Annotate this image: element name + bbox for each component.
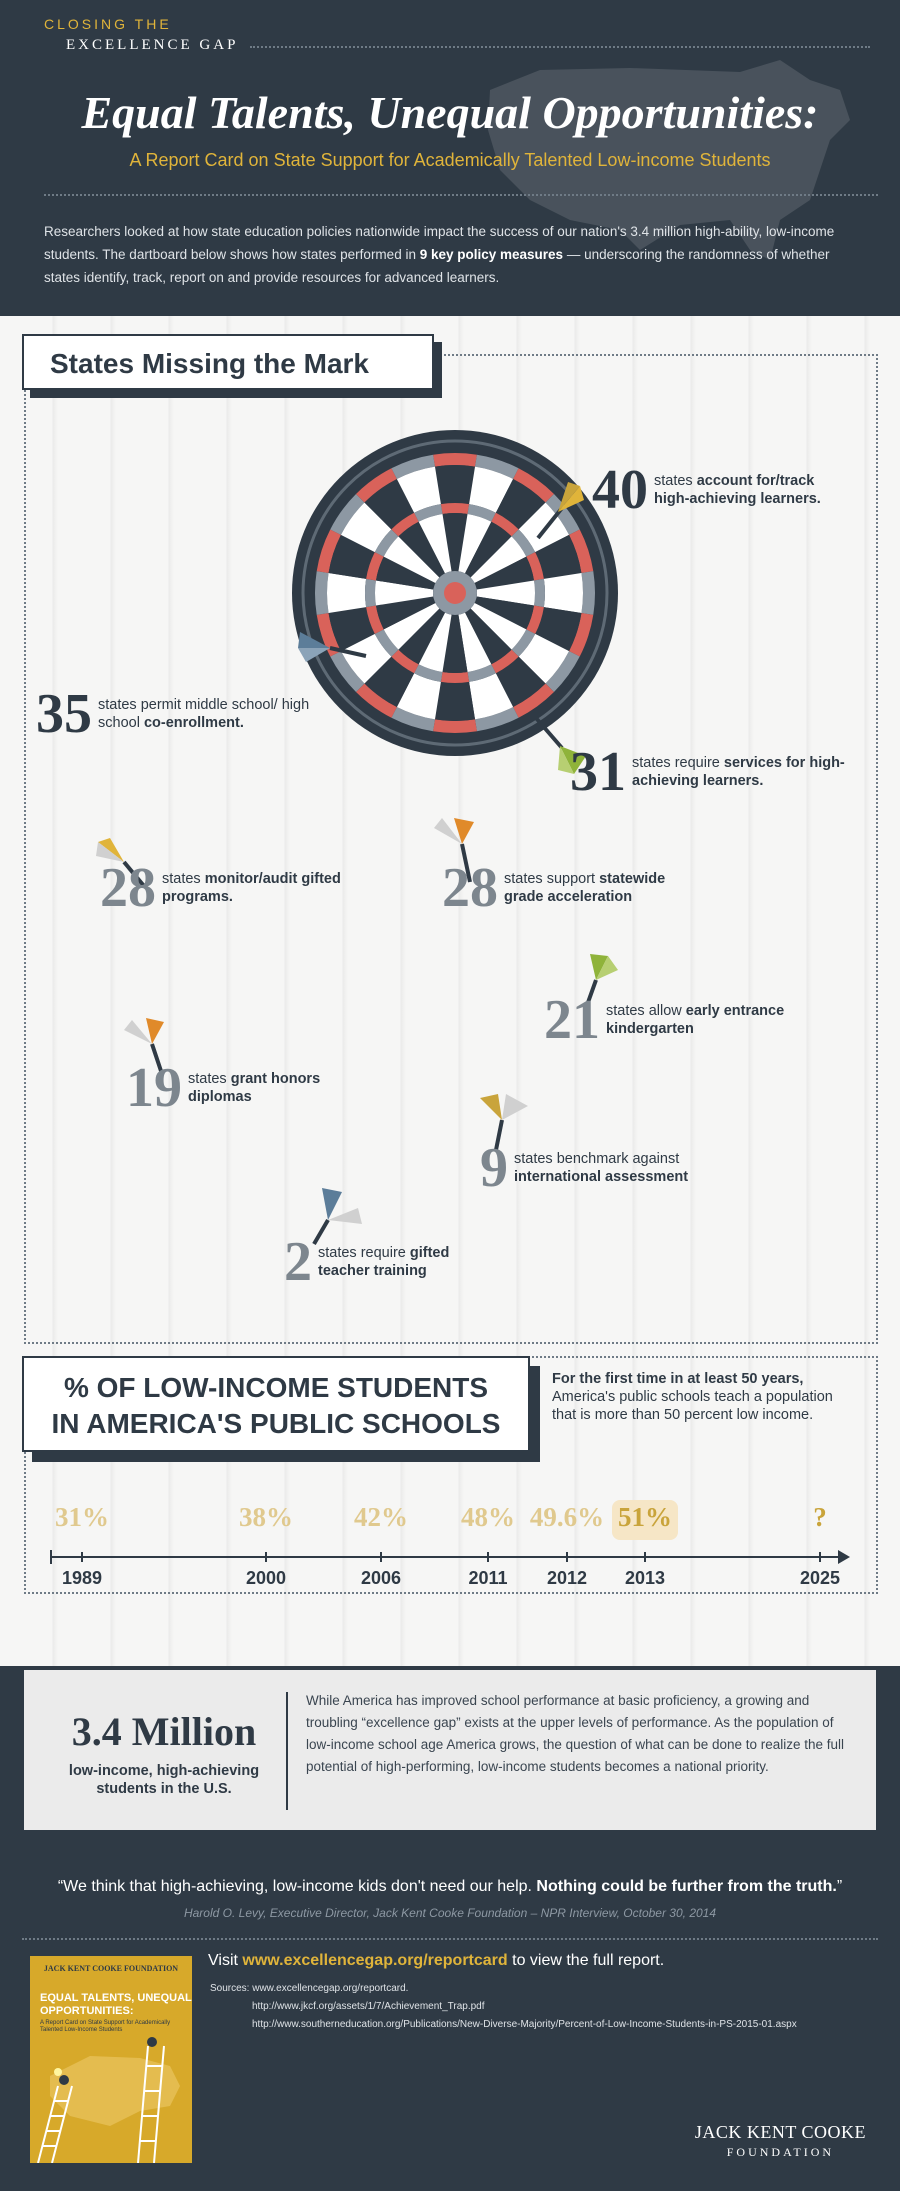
million-text: While America has improved school performance at basic proficiency, a growing and troubling “excellence gap” exists at the upper levels of performance. As the population of low-income school age America grows, the question of what can be done to realize the full potential of high-performing, low-income students becomes a national priority. bbox=[306, 1693, 845, 1774]
timeline-axis bbox=[50, 1556, 842, 1558]
divider bbox=[22, 1938, 878, 1940]
brand-bottom: EXCELLENCE GAP bbox=[66, 37, 239, 53]
source-1[interactable]: Sources: www.excellencegap.org/reportcard. bbox=[210, 1983, 409, 1994]
stat-grade-acceleration: 28 states support statewide grade acceleration bbox=[442, 857, 666, 919]
section-title: States Missing the Mark bbox=[22, 334, 434, 390]
timeline-tick bbox=[819, 1552, 821, 1562]
dart-icon bbox=[296, 626, 376, 676]
timeline-tick bbox=[566, 1552, 568, 1562]
divider bbox=[44, 194, 878, 196]
arrow-right-icon bbox=[838, 1550, 850, 1564]
million-box bbox=[24, 1670, 876, 1830]
divider bbox=[250, 46, 870, 48]
source-2[interactable]: http://www.jkcf.org/assets/1/7/Achievement_Trap.pdf bbox=[252, 2001, 485, 2012]
low-income-title: % OF LOW-INCOME STUDENTS IN AMERICA'S PUBLIC SCHOOLS bbox=[22, 1356, 530, 1452]
foundation-logo: JACK KENT COOKE FOUNDATION bbox=[694, 2122, 866, 2159]
report-cover[interactable] bbox=[30, 1956, 192, 2163]
ladder-illustration-icon bbox=[30, 2036, 192, 2163]
timeline-percent: 38% bbox=[239, 1502, 293, 1532]
report-link[interactable]: www.excellencegap.org/reportcard bbox=[242, 1952, 508, 1969]
stat-account-track: 40 states account for/track high-achieving learners. bbox=[592, 459, 821, 521]
timeline-tick bbox=[487, 1552, 489, 1562]
timeline-year: 2000 bbox=[245, 1568, 287, 1588]
stat-early-entrance: 21 states allow early entrance kindergarten bbox=[544, 989, 785, 1051]
visit-line: Visit www.excellencegap.org/reportcard to view the full report. bbox=[208, 1952, 665, 1969]
low-income-heading bbox=[22, 1356, 542, 1462]
stat-teacher-training: 2 states require gifted teacher training bbox=[284, 1231, 450, 1293]
quote: “We think that high-achieving, low-income kids don't need our help. Nothing could be further from the truth.” bbox=[57, 1878, 843, 1895]
timeline-percent: 31% bbox=[55, 1502, 109, 1532]
stat-honors-diplomas: 19 states grant honors diplomas bbox=[126, 1057, 321, 1119]
timeline-percent: 42% bbox=[354, 1502, 408, 1532]
divider bbox=[286, 1692, 288, 1810]
timeline-percent: 48% bbox=[461, 1502, 515, 1532]
dartboard-section bbox=[0, 316, 900, 1666]
source-3[interactable]: http://www.southerneducation.org/Publications/New-Diverse-Majority/Percent-of-Low-Income-Students-in-PS-2015-01.aspx bbox=[252, 2019, 797, 2030]
million-number: 3.4 Million bbox=[71, 1709, 257, 1754]
stat-services: 31 states require services for high-achieving learners. bbox=[570, 741, 845, 803]
timeline-percent: 49.6% bbox=[529, 1502, 605, 1532]
timeline-tick bbox=[380, 1552, 382, 1562]
stat-international-assessment: 9 states benchmark against international assessment bbox=[480, 1137, 689, 1199]
timeline-year: 2012 bbox=[546, 1568, 588, 1588]
quote-attribution: Harold O. Levy, Executive Director, Jack Kent Cooke Foundation – NPR Interview, October 30, 2014 bbox=[183, 1906, 717, 1920]
timeline-year: 2025 bbox=[799, 1568, 841, 1588]
stat-co-enrollment: 35 states permit middle school/ high school co-enrollment. bbox=[36, 683, 310, 745]
header bbox=[0, 0, 900, 316]
timeline-year: 2011 bbox=[468, 1568, 508, 1588]
brand-top: CLOSING THE bbox=[44, 16, 172, 32]
report-cover-brand: JACK KENT COOKE FOUNDATION bbox=[43, 1964, 179, 1973]
section-heading bbox=[22, 334, 442, 396]
dart-icon bbox=[528, 478, 588, 548]
timeline-year: 2006 bbox=[360, 1568, 402, 1588]
timeline-percent: 51% bbox=[618, 1502, 672, 1532]
timeline-year: 2013 bbox=[624, 1568, 666, 1588]
low-income-note: For the first time in at least 50 years, America's public schools teach a population that is more than 50 percent low income. bbox=[552, 1371, 833, 1423]
million-label: low-income, high-achieving students in the U.S. bbox=[68, 1763, 260, 1797]
intro-paragraph: Researchers looked at how state education policies nationwide impact the success of our nation's 3.4 million high-ability, low-income students. The dartboard below shows how states performed in 9 key policy measures — underscoring the randomness of whether states identify, track, report on and provide resources for advanced learners. bbox=[44, 224, 835, 285]
timeline-tick bbox=[81, 1552, 83, 1562]
sources bbox=[210, 1980, 797, 2034]
report-cover-subtitle: A Report Card on State Support for Academically Talented Low-Income Students bbox=[40, 2020, 171, 2033]
timeline-tick bbox=[265, 1552, 267, 1562]
timeline-year: 1989 bbox=[61, 1568, 103, 1588]
timeline-tick bbox=[644, 1552, 646, 1562]
stat-monitor-audit: 28 states monitor/audit gifted programs. bbox=[100, 857, 341, 919]
page-subtitle: A Report Card on State Support for Academically Talented Low-income Students bbox=[129, 150, 771, 170]
report-cover-title: EQUAL TALENTS, UNEQUAL OPPORTUNITIES: bbox=[40, 1992, 192, 2017]
timeline-percent: ? bbox=[813, 1502, 827, 1532]
footer bbox=[0, 1858, 900, 2191]
page-title: Equal Talents, Unequal Opportunities: bbox=[81, 87, 819, 138]
